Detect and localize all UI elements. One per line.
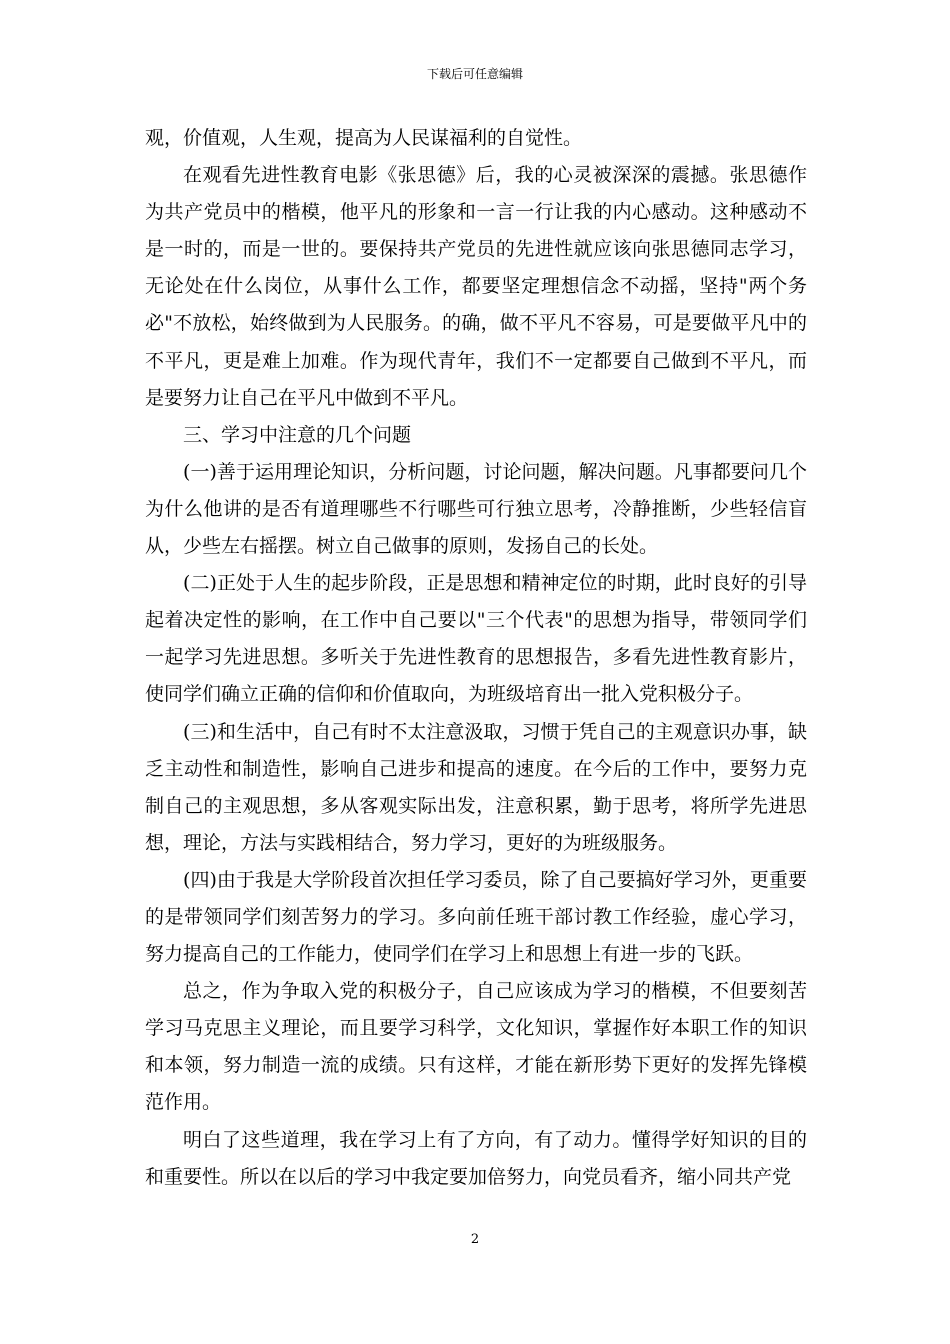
- page-number: 2: [470, 1232, 480, 1247]
- paragraph-continuation: 观，价值观，人生观，提高为人民谋福利的自觉性。: [145, 127, 583, 149]
- paragraph: (一)善于运用理论知识，分析问题，讨论问题，解决问题。凡事都要问几个为什么他讲的是否有道理哪些不行哪些可行独立思考，冷静推断，少些轻信盲从，少些左右摇摆。树立自己做事的原则，发扬自己的长处。: [145, 460, 807, 558]
- document-body: [145, 120, 807, 1196]
- paragraph: (三)和生活中，自己有时不太注意汲取，习惯于凭自己的主观意识办事，缺乏主动性和制造性，影响自己进步和提高的速度。在今后的工作中，要努力克制自己的主观思想，多从客观实际出发，注意积累，勤于思考，将所学先进思想，理论，方法与实践相结合，努力学习，更好的为班级服务。: [145, 720, 807, 854]
- paragraph: 在观看先进性教育电影《张思德》后，我的心灵被深深的震撼。张思德作为共产党员中的楷模，他平凡的形象和一言一行让我的内心感动。这种感动不是一时的，而是一世的。要保持共产党员的先进性就应该向张思德同志学习，无论处在什么岗位，从事什么工作，都要坚定理想信念不动摇，坚持"两个务必"不放松，始终做到为人民服务。的确，做不平凡不容易，可是要做平凡中的不平凡，更是难上加难。作为现代青年，我们不一定都要自己做到不平凡，而是要努力让自己在平凡中做到不平凡。: [145, 164, 807, 409]
- section-heading: 三、学习中注意的几个问题: [183, 423, 412, 446]
- paragraph: (四)由于我是大学阶段首次担任学习委员，除了自己要搞好学习外，更重要的是带领同学们刻苦努力的学习。多向前任班干部讨教工作经验，虚心学习，努力提高自己的工作能力，使同学们在学习上和思想上有进一步的飞跃。: [145, 868, 807, 966]
- paragraph: 总之，作为争取入党的积极分子，自己应该成为学习的楷模，不但要刻苦学习马克思主义理论，而且要学习科学，文化知识，掌握作好本职工作的知识和本领，努力制造一流的成绩。只有这样，才能在新形势下更好的发挥先锋模范作用。: [145, 980, 807, 1114]
- page-header: 下载后可任意编辑: [426, 67, 523, 81]
- paragraph: 明白了这些道理，我在学习上有了方向，有了动力。懂得学好知识的目的和重要性。所以在以后的学习中我定要加倍努力，向党员看齐，缩小同共产党: [145, 1128, 807, 1188]
- paragraph: (二)正处于人生的起步阶段，正是思想和精神定位的时期，此时良好的引导起着决定性的影响，在工作中自己要以"三个代表"的思想为指导，带领同学们一起学习先进思想。多听关于先进性教育的思想报告，多看先进性教育影片，使同学们确立正确的信仰和价值取向，为班级培育出一批入党积极分子。: [145, 572, 807, 706]
